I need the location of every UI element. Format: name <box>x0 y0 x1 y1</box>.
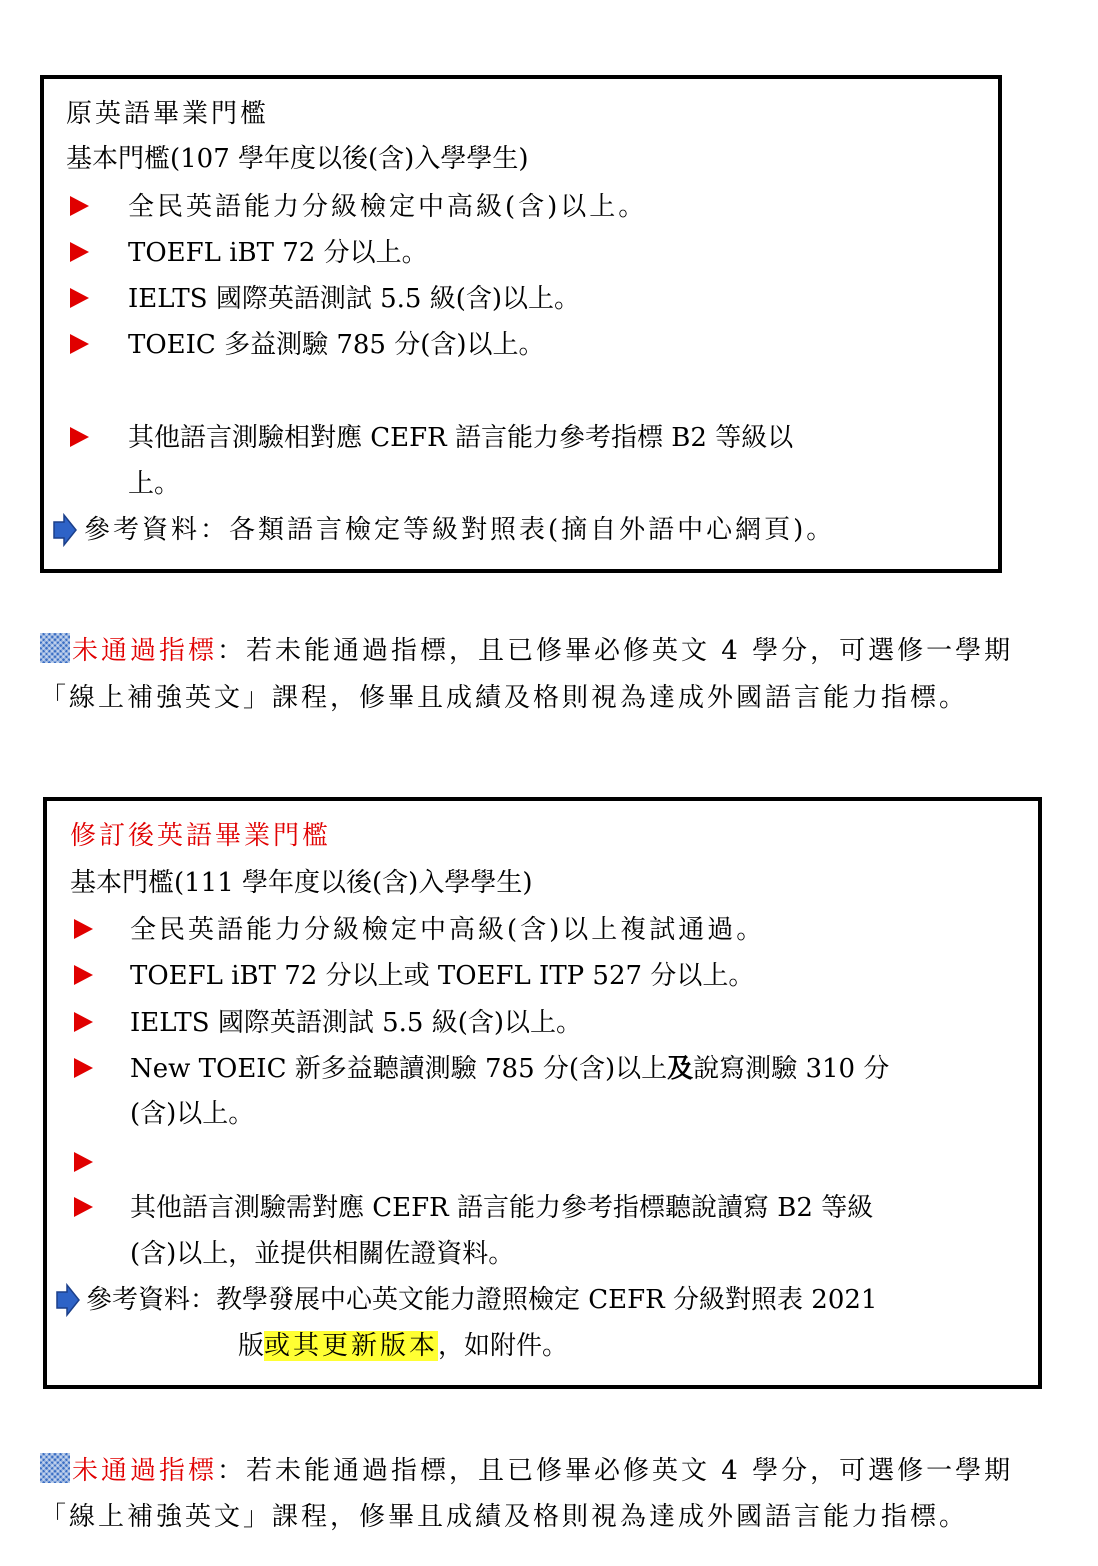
revised-item-4-part1: New TOEIC 新多益聽讀測驗 785 分(含)以上 <box>130 1054 668 1084</box>
fail-note-1-line2: 「線上補強英文」課程，修畢且成績及格則視為達成外國語言能力指標。 <box>40 683 969 713</box>
revised-title: 修訂後英語畢業門檻 <box>70 821 332 851</box>
fail-note-2-line2: 「線上補強英文」課程，修畢且成績及格則視為達成外國語言能力指標。 <box>40 1502 969 1532</box>
revised-item-4 <box>130 1051 889 1087</box>
bullet-triangle-icon <box>74 1012 93 1032</box>
original-item-4: TOEIC 多益測驗 785 分(含)以上。 <box>128 330 545 360</box>
revised-item-2: TOEFL iBT 72 分以上或 TOEFL ITP 527 分以上。 <box>130 961 755 991</box>
bullet-triangle-icon <box>74 1058 93 1078</box>
highlighted-text: 或其更新版本 <box>264 1331 439 1361</box>
bullet-triangle-icon <box>70 288 89 308</box>
revised-item-4-part2: 說寫測驗 310 分 <box>693 1054 890 1084</box>
revised-item-5: 其他語言測驗需對應 CEFR 語言能力參考指標聽說讀寫 B2 等級 <box>130 1193 874 1223</box>
bullet-triangle-icon <box>74 919 93 939</box>
revised-subtitle: 基本門檻(111 學年度以後(含)入學學生) <box>70 868 533 898</box>
original-item-1: 全民英語能力分級檢定中高級(含)以上。 <box>128 192 648 222</box>
arrow-right-icon <box>55 1283 81 1317</box>
reference-attachment: ，如附件。 <box>438 1331 569 1361</box>
original-title: 原英語畢業門檻 <box>66 99 270 129</box>
original-reference: 參考資料：各類語言檢定等級對照表(摘自外語中心網頁)。 <box>84 515 836 545</box>
revised-item-3: IELTS 國際英語測試 5.5 級(含)以上。 <box>130 1008 582 1038</box>
bullet-triangle-icon <box>70 334 89 354</box>
bullet-triangle-icon <box>70 196 89 216</box>
reference-edition: 版 <box>238 1331 265 1361</box>
fail-label: 未通過指標 <box>72 1456 218 1486</box>
fail-note-text: ：若未能通過指標，且已修畢必修英文 4 學分，可選修一學期 <box>217 636 1014 666</box>
fail-note-text: ：若未能通過指標，且已修畢必修英文 4 學分，可選修一學期 <box>217 1456 1014 1486</box>
original-item-2: TOEFL iBT 72 分以上。 <box>128 238 428 268</box>
revised-reference-line1: 參考資料：教學發展中心英文能力證照檢定 CEFR 分級對照表 2021 <box>86 1285 878 1315</box>
hatched-square-icon <box>40 633 70 663</box>
revised-item-5-cont: (含)以上，並提供相關佐證資料。 <box>130 1239 515 1269</box>
fail-note-2-line1 <box>40 1453 1013 1489</box>
original-item-5-cont: 上。 <box>128 469 181 499</box>
arrow-right-icon <box>52 513 78 547</box>
fail-note-1-line1 <box>40 633 1013 669</box>
revised-reference-line2 <box>238 1328 568 1364</box>
original-subtitle: 基本門檻(107 學年度以後(含)入學學生) <box>66 144 529 174</box>
hatched-square-icon <box>40 1453 70 1483</box>
revised-item-4-and: 及 <box>667 1054 694 1084</box>
fail-label: 未通過指標 <box>72 636 218 666</box>
bullet-triangle-icon <box>74 1197 93 1217</box>
bullet-triangle-icon <box>74 1152 93 1172</box>
revised-item-4-cont: (含)以上。 <box>130 1099 255 1129</box>
original-item-3: IELTS 國際英語測試 5.5 級(含)以上。 <box>128 284 580 314</box>
bullet-triangle-icon <box>70 427 89 447</box>
bullet-triangle-icon <box>70 242 89 262</box>
original-item-5: 其他語言測驗相對應 CEFR 語言能力參考指標 B2 等級以 <box>128 423 794 453</box>
bullet-triangle-icon <box>74 965 93 985</box>
revised-item-1: 全民英語能力分級檢定中高級(含)以上複試通過。 <box>130 915 766 945</box>
